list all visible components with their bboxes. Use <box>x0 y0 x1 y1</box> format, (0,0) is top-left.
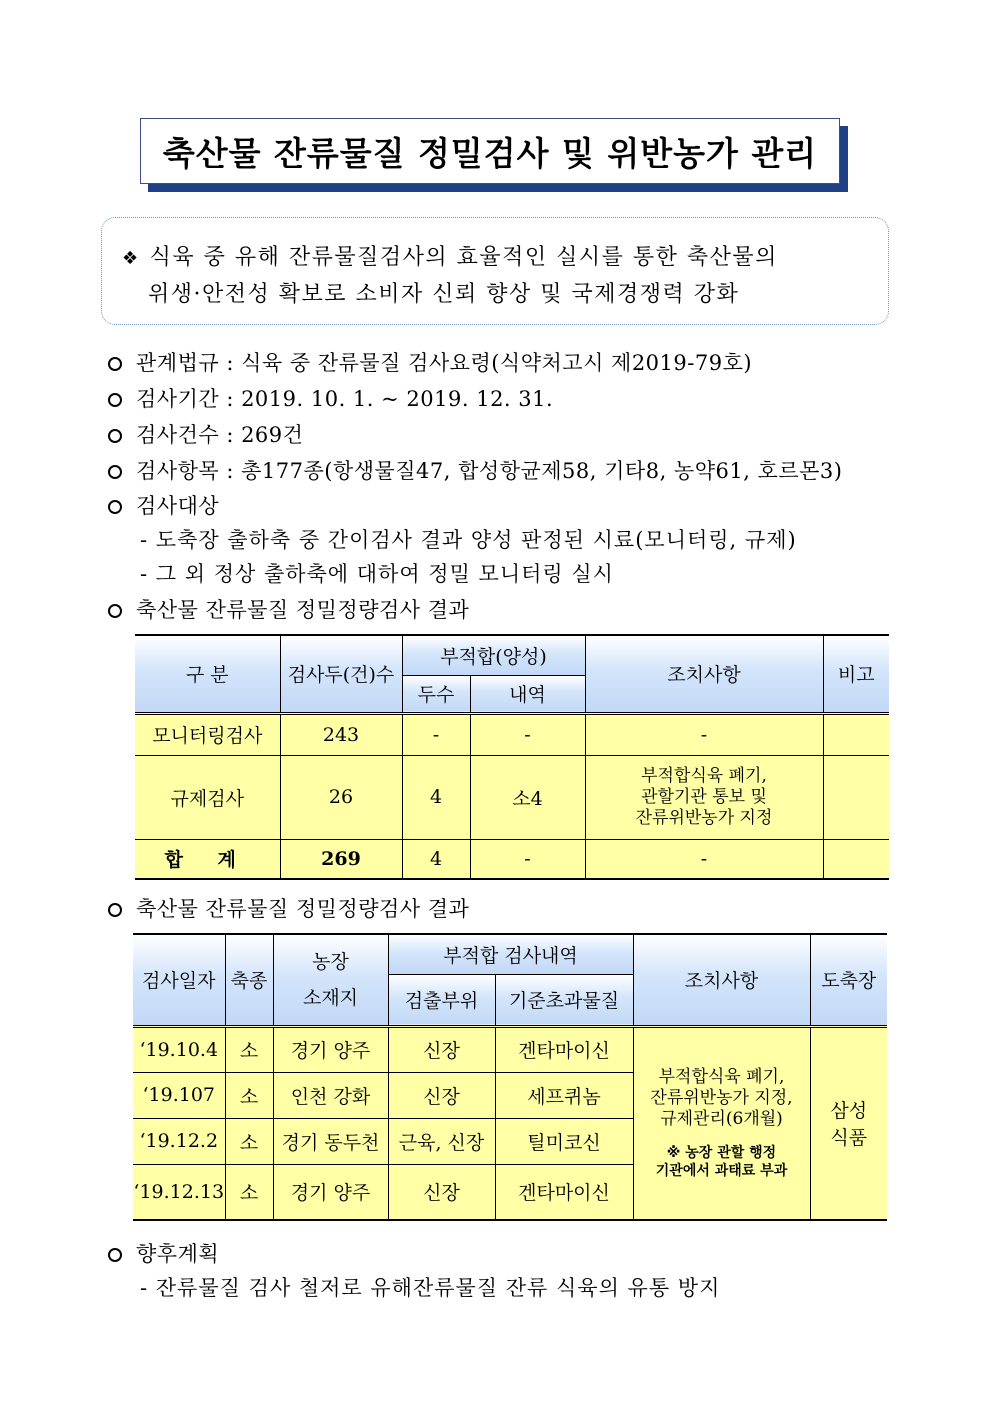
cell-farm: 경기 양주 <box>273 1164 388 1220</box>
item-plan-sub: - 잔류물질 검사 철저로 유해잔류물질 잔류 식육의 유통 방지 <box>140 1276 721 1300</box>
header-substance: 기준초과물질 <box>495 974 633 1026</box>
header-heads: 두수 <box>402 675 470 713</box>
item-period <box>108 383 553 413</box>
cell-substance: 겐타마이신 <box>495 1026 633 1072</box>
action-line-1: 부적합식육 폐기, <box>641 765 767 786</box>
header-farm <box>273 934 388 1026</box>
cell-action <box>633 1026 810 1220</box>
cell-heads: - <box>402 713 470 755</box>
cell-heads: 4 <box>402 839 470 879</box>
item-period-text: 검사기간 : 2019. 10. 1. ~ 2019. 12. 31. <box>136 387 554 411</box>
header-nonconform: 부적합 검사내역 <box>388 934 633 974</box>
table-row <box>135 755 889 839</box>
page-title: 축산물 잔류물질 정밀검사 및 위반농가 관리 <box>140 118 840 184</box>
cell-part: 신장 <box>388 1164 495 1220</box>
circle-bullet-icon <box>108 500 122 514</box>
circle-bullet-icon <box>108 357 122 371</box>
circle-bullet-icon <box>108 903 122 917</box>
cell-farm: 경기 양주 <box>273 1026 388 1072</box>
cell-action <box>585 755 823 839</box>
cell-farm: 인천 강화 <box>273 1072 388 1118</box>
slaughterhouse-line-2: 식품 <box>830 1127 868 1150</box>
header-category: 구 분 <box>135 635 280 713</box>
item-target-sub-2: - 그 외 정상 출하축에 대하여 정밀 모니터링 실시 <box>140 562 614 586</box>
cell-part: 근육, 신장 <box>388 1118 495 1164</box>
cell-substance: 틸미코신 <box>495 1118 633 1164</box>
diamond-bullet-icon: ❖ <box>122 248 140 269</box>
cell-slaughterhouse <box>810 1026 887 1220</box>
item-plan <box>108 1238 219 1268</box>
cell-action: - <box>585 713 823 755</box>
item-result-1 <box>108 594 469 624</box>
header-nonconform: 부적합(양성) <box>402 635 585 675</box>
circle-bullet-icon <box>108 429 122 443</box>
cell-detail: - <box>470 839 585 879</box>
cell-species: 소 <box>225 1118 273 1164</box>
header-action: 조치사항 <box>633 934 810 1026</box>
summary-text-1: 식육 중 유해 잔류물질검사의 효율적인 실시를 통한 축산물의 <box>149 245 778 270</box>
action-line-2: 잔류위반농가 지정, <box>650 1087 793 1108</box>
table-row-total <box>135 839 889 879</box>
cell-species: 소 <box>225 1026 273 1072</box>
slaughterhouse-line-1: 삼성 <box>830 1100 868 1123</box>
cell-date: ‘19.12.2 <box>133 1118 225 1164</box>
header-species: 축종 <box>225 934 273 1026</box>
cell-note <box>823 755 889 839</box>
item-result-1-text: 축산물 잔류물질 정밀정량검사 결과 <box>136 598 470 622</box>
summary-line-1 <box>122 240 868 277</box>
header-part: 검출부위 <box>388 974 495 1026</box>
item-target <box>108 490 219 520</box>
cell-species: 소 <box>225 1164 273 1220</box>
violation-detail-table <box>133 933 887 1221</box>
result-summary-table <box>135 634 889 880</box>
cell-category: 합 계 <box>135 839 280 879</box>
item-law-text: 관계법규 : 식육 중 잔류물질 검사요령(식약처고시 제2019-79호) <box>136 351 753 375</box>
cell-count: 243 <box>280 713 402 755</box>
cell-action: - <box>585 839 823 879</box>
table-row <box>135 713 889 755</box>
cell-count: 269 <box>280 839 402 879</box>
header-farm-line-1: 농장 <box>312 950 349 973</box>
cell-substance: 겐타마이신 <box>495 1164 633 1220</box>
item-target-sub-1: - 도축장 출하축 중 간이검사 결과 양성 판정된 시료(모니터링, 규제) <box>140 528 797 552</box>
cell-category: 규제검사 <box>135 755 280 839</box>
cell-note <box>823 839 889 879</box>
item-law <box>108 347 752 377</box>
cell-farm: 경기 동두천 <box>273 1118 388 1164</box>
table-row <box>133 1026 887 1072</box>
item-scope-text: 검사항목 : 총177종(항생물질47, 합성항균제58, 기타8, 농약61, 호르몬3) <box>136 459 843 483</box>
cell-count: 26 <box>280 755 402 839</box>
cell-category: 모니터링검사 <box>135 713 280 755</box>
cell-species: 소 <box>225 1072 273 1118</box>
cell-date: ‘19.12.13 <box>133 1164 225 1220</box>
title-box <box>140 118 846 190</box>
header-slaughterhouse: 도축장 <box>810 934 887 1026</box>
cell-substance: 세프퀴놈 <box>495 1072 633 1118</box>
item-result-2 <box>108 893 469 923</box>
summary-box <box>101 217 889 325</box>
header-date: 검사일자 <box>133 934 225 1026</box>
action-line-3: 규제관리(6개월) <box>660 1108 783 1129</box>
cell-detail: - <box>470 713 585 755</box>
circle-bullet-icon <box>108 604 122 618</box>
cell-note <box>823 713 889 755</box>
action-note-line-2: 기관에서 과태료 부과 <box>655 1162 788 1179</box>
action-line-1: 부적합식육 폐기, <box>658 1066 785 1087</box>
cell-detail: 소4 <box>470 755 585 839</box>
cell-heads: 4 <box>402 755 470 839</box>
action-line-2: 관할기관 통보 및 <box>641 786 767 807</box>
cell-part: 신장 <box>388 1072 495 1118</box>
action-line-3: 잔류위반농가 지정 <box>635 807 773 828</box>
item-count <box>108 419 303 449</box>
circle-bullet-icon <box>108 393 122 407</box>
cell-part: 신장 <box>388 1026 495 1072</box>
action-note-line-1: ※ 농장 관할 행정 <box>666 1144 777 1161</box>
header-action: 조치사항 <box>585 635 823 713</box>
item-count-text: 검사건수 : 269건 <box>136 423 304 447</box>
cell-date: ‘19.10.4 <box>133 1026 225 1072</box>
summary-line-2: 위생·안전성 확보로 소비자 신뢰 향상 및 국제경쟁력 강화 <box>148 282 740 307</box>
cell-date: ‘19.107 <box>133 1072 225 1118</box>
header-count: 검사두(건)수 <box>280 635 402 713</box>
item-target-text: 검사대상 <box>136 494 220 518</box>
item-result-2-text: 축산물 잔류물질 정밀정량검사 결과 <box>136 897 470 921</box>
circle-bullet-icon <box>108 465 122 479</box>
action-note <box>634 1144 810 1180</box>
circle-bullet-icon <box>108 1248 122 1262</box>
header-note: 비고 <box>823 635 889 713</box>
header-farm-line-2: 소재지 <box>302 986 359 1009</box>
header-detail: 내역 <box>470 675 585 713</box>
item-plan-text: 향후계획 <box>136 1242 220 1266</box>
item-scope <box>108 455 842 485</box>
